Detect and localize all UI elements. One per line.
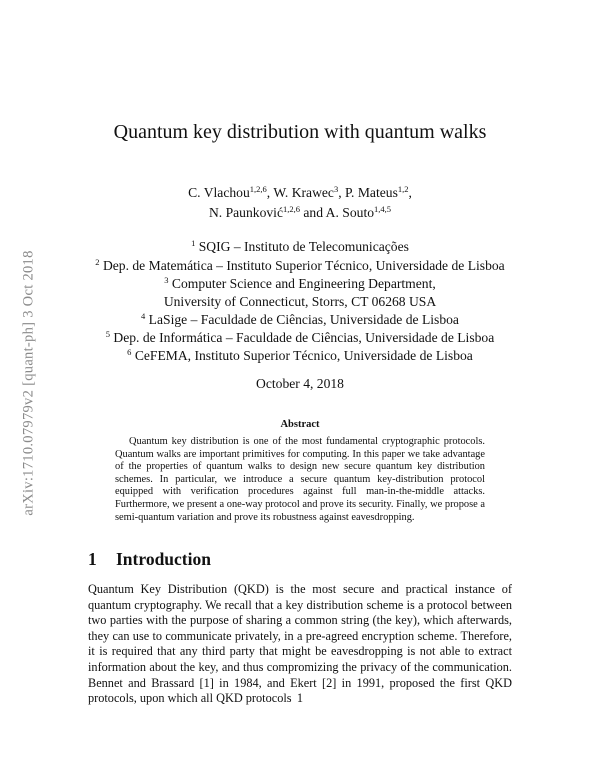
author-affiliation-marks: 1,2,6 — [249, 184, 267, 194]
affiliation-line — [0, 348, 600, 364]
affiliation-text: Dep. de Matemática – Instituto Superior Técnico, Universidade de Lisboa — [102, 258, 505, 273]
affiliation-text: University of Connecticut, Storrs, CT 06268 USA — [163, 294, 437, 309]
author-name: W. Krawec — [273, 185, 334, 200]
affiliation-line — [0, 330, 600, 346]
author-name: C. Vlachou — [188, 185, 250, 200]
affiliation-text: CeFEMA, Instituto Superior Técnico, Universidade de Lisboa — [134, 348, 473, 363]
affiliation-line — [0, 239, 600, 255]
author-affiliation-marks: 3 — [333, 184, 339, 194]
page-number: 1 — [296, 691, 304, 705]
section-body-text: Quantum Key Distribution (QKD) is the most secure and practical instance of quantum cryptography. We recall that a key distribution scheme is a protocol between two parties with the purpose of sharing a common string (the key), which afterwards, they can use to communicate privately, in a pre-agreed encryption scheme. Therefore, it is required that any third party that might be eavesdropping is not able to extract information about the key, and thus compromizing the privacy of the communication. Bennet and Brassard [1] in 1984, and Ekert [2] in 1991, proposed the first QKD protocols, upon which all QKD protocols — [88, 582, 512, 706]
author-affiliation-marks: 1,4,5 — [374, 204, 392, 214]
author-affiliation-marks: 1,2 — [397, 184, 409, 194]
affiliation-line — [0, 276, 600, 292]
author-name: N. Paunković — [208, 205, 283, 220]
affiliation-number: 6 — [127, 347, 132, 357]
arxiv-stamp-text: arXiv:1710.07979v2 [quant-ph] 3 Oct 2018 — [20, 249, 37, 516]
affiliation-number: 4 — [141, 311, 146, 321]
affiliation-text: SQIG – Instituto de Telecomunicações — [198, 239, 409, 254]
paper-title: Quantum key distribution with quantum walks — [113, 121, 487, 143]
affiliation-text: Dep. de Informática – Faculdade de Ciências, Universidade de Lisboa — [113, 330, 495, 345]
affiliation-text: Computer Science and Engineering Department, — [171, 276, 436, 291]
affiliation-number: 2 — [95, 257, 100, 267]
affiliation-line — [0, 312, 600, 328]
affiliation-number: 5 — [105, 329, 110, 339]
section-number: 1 — [88, 549, 97, 569]
section-title: Introduction — [116, 549, 211, 569]
author-line-1: C. Vlachou$^{1,2,6}$, W. Krawec$^3$, P. Mateus$^{1,2}$, — [188, 184, 412, 200]
affiliation-number: 3 — [164, 275, 169, 285]
author-line-2: N. Paunković$^{1,2,6}$ and A. Souto$^{1,4,5}$ — [208, 204, 392, 220]
author-name: A. Souto — [325, 205, 375, 220]
author-name: P. Mateus — [345, 185, 398, 200]
affiliation-line — [0, 258, 600, 274]
affiliation-text: LaSige – Faculdade de Ciências, Universidade de Lisboa — [148, 312, 459, 327]
paper-date: October 4, 2018 — [256, 376, 344, 391]
abstract-heading: Abstract — [280, 419, 320, 430]
abstract-text: Quantum key distribution is one of the most fundamental cryptographic protocols. Quantum walks are important primitives for computing. In this paper we take advantage of the properties of quantum walks to design new secure quantum key distribution schemes. In particular, we introduce a secure quantum key-distribution protocol equipped with verification procedures against full man-in-the-middle attacks. Furthermore, we present a one-way protocol and prove its security. Finally, we propose a semi-quantum variation and prove its robustness against eavesdropping. — [115, 436, 485, 523]
affiliation-number: 1 — [191, 238, 196, 248]
author-affiliation-marks: 1,2,6 — [282, 204, 300, 214]
section-heading — [88, 549, 211, 570]
affiliation-line — [0, 294, 600, 310]
